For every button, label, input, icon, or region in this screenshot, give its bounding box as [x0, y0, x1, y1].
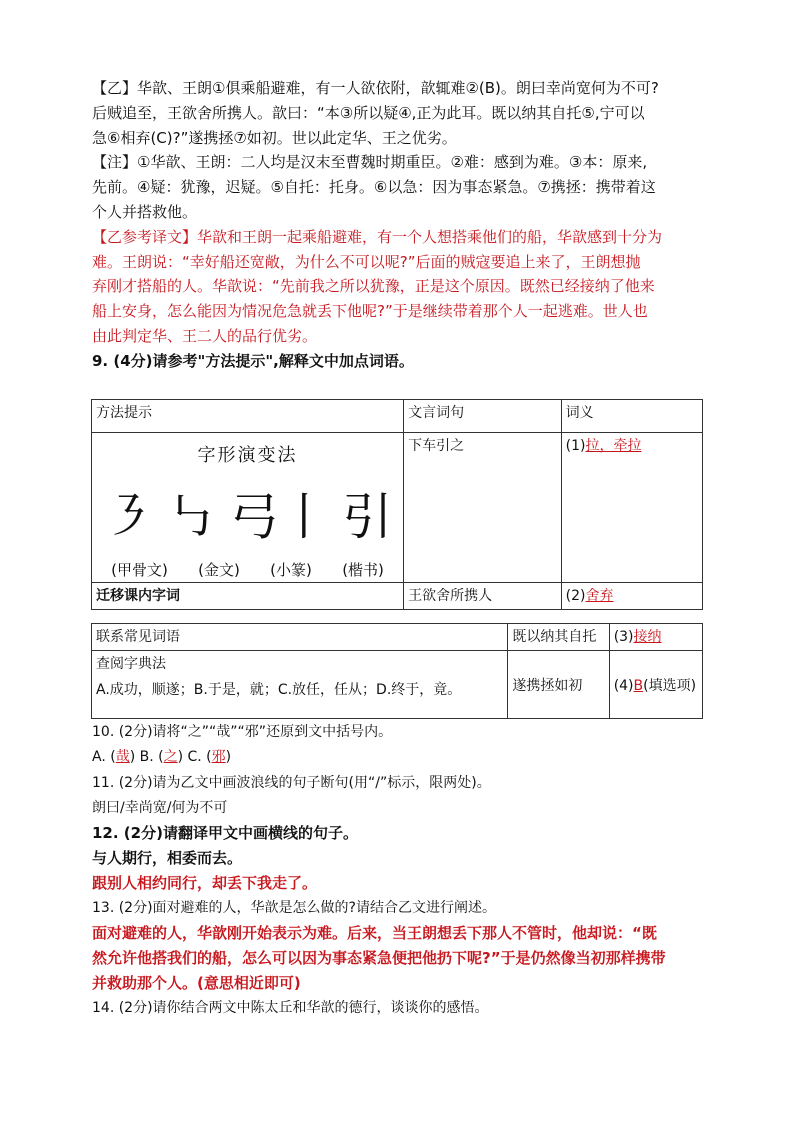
q10-answer-c: 邪	[211, 749, 226, 765]
passage-line: 急⑥相弃(C)?”遂携拯⑦如初。世以此定华、王之优劣。	[92, 129, 457, 147]
q10-text: ) C. (	[177, 749, 212, 765]
answer-number: (1)	[565, 438, 586, 454]
method-cell	[92, 651, 508, 719]
q10-answer-a: 哉	[115, 749, 130, 765]
script-evolution-title: 字形演变法	[197, 445, 298, 466]
question-11-answer: 朗曰/幸尚宽/何为不可	[92, 800, 228, 816]
note-line: 【注】①华歆、王朗：二人均是汉末至曹魏时期重臣。②难：感到为难。③本：原来,	[92, 153, 648, 171]
script-label: (金文)	[198, 561, 240, 579]
question-13-answer-line: 然允许他搭我们的船，怎么可以因为事态紧急便把他扔下呢?”于是仍然像当初那样携带	[92, 949, 666, 967]
translation-line: 弃刚才搭船的人。华歆说：“先前我之所以犹豫，正是这个原因。既然已经接纳了他来	[92, 277, 655, 295]
passage-line: 【乙】华歆、王朗①俱乘船避难，有一人欲依附，歆辄难②(B)。朗曰幸尚宽何为不可?	[92, 79, 659, 97]
meaning-cell	[609, 624, 702, 651]
question-10-answer	[92, 745, 231, 770]
note-line: 先前。④疑：犹豫，迟疑。⑤自托：托身。⑥以急：因为事态紧急。⑦携拯：携带着这	[92, 178, 656, 196]
seal-glyph: 弓丨	[229, 488, 330, 546]
script-glyph-row	[96, 477, 399, 549]
phrase-cell: 下车引之	[404, 433, 562, 583]
question-12-title: 12. (2分)请翻译甲文中画横线的句子。	[92, 824, 358, 842]
header-phrase: 文言词句	[404, 400, 562, 433]
answer-number: (2)	[565, 588, 586, 604]
regular-glyph: 引	[342, 488, 393, 546]
header-meaning: 词义	[561, 400, 702, 433]
answer-number: (4)	[613, 677, 634, 694]
question-9-title: 9. (4分)请参考"方法提示",解释文中加点词语。	[92, 352, 414, 370]
dictionary-method-label: 查阅字典法	[96, 656, 166, 672]
header-method: 方法提示	[92, 400, 404, 433]
q10-answer-b: 之	[163, 749, 178, 765]
question-13-title: 13. (2分)面对避难的人，华歆是怎么做的?请结合乙文进行阐述。	[92, 900, 496, 916]
dictionary-options: A.成功，顺遂；B.于是，就；C.放任，任从；D.终于，竟。	[96, 682, 462, 698]
note-line: 个人并搭救他。	[92, 203, 198, 221]
script-evolution-cell	[92, 433, 404, 583]
word-meaning-table-continued	[91, 623, 703, 719]
method-cell: 联系常见词语	[92, 624, 508, 651]
answer-text: B	[633, 677, 644, 694]
script-label: (小篆)	[270, 561, 312, 579]
translation-line: 由此判定华、王二人的品行优劣。	[92, 327, 318, 345]
oracle-bone-glyph: ㇋	[102, 488, 153, 546]
q10-text: ) B. (	[129, 749, 164, 765]
question-14-title: 14. (2分)请你结合两文中陈太丘和华歆的德行，谈谈你的感悟。	[92, 1000, 489, 1016]
word-meaning-table	[91, 399, 703, 610]
passage-line: 后贼追至，王欲舍所携人。歆曰：“本③所以疑④,正为此耳。既以纳其自托⑤,宁可以	[92, 104, 645, 122]
meaning-cell	[561, 433, 702, 583]
phrase-cell: 遂携拯如初	[508, 651, 609, 719]
phrase-cell: 王欲舍所携人	[404, 583, 562, 610]
q10-text: )	[225, 749, 232, 765]
translation-line: 难。王朗说：“幸好船还宽敞，为什么不可以呢?”后面的贼寇要追上来了，王朗想抛	[92, 253, 641, 271]
question-12-answer: 跟别人相约同行，却丢下我走了。	[92, 874, 318, 892]
question-11-title: 11. (2分)请为乙文中画波浪线的句子断句(用“/”标示，限两处)。	[92, 775, 491, 791]
meaning-cell	[561, 583, 702, 610]
answer-hint: (填选项)	[643, 677, 697, 694]
bronze-glyph: ㇉	[165, 488, 216, 546]
q10-text: A. (	[92, 749, 116, 765]
question-10-title: 10. (2分)请将“之”“哉”“邪”还原到文中括号内。	[92, 724, 393, 740]
script-label: (甲骨文)	[111, 561, 168, 579]
meaning-cell	[609, 651, 702, 719]
script-label-row	[96, 559, 399, 580]
phrase-cell: 既以纳其自托	[508, 624, 609, 651]
script-label: (楷书)	[342, 561, 384, 579]
answer-text: 舍弃	[585, 588, 614, 604]
answer-text: 拉，牵拉	[585, 438, 642, 454]
answer-text: 接纳	[633, 629, 662, 645]
question-13-answer-line: 并救助那个人。(意思相近即可)	[92, 974, 301, 992]
translation-line: 船上安身，怎么能因为情况危急就丢下他呢?”于是继续带着那个人一起逃难。世人也	[92, 302, 648, 320]
translation-line: 【乙参考译文】华歆和王朗一起乘船避难，有一个人想搭乘他们的船，华歆感到十分为	[92, 228, 663, 246]
question-12-sentence: 与人期行，相委而去。	[92, 849, 243, 867]
method-cell: 迁移课内字词	[92, 583, 404, 610]
question-13-answer-line: 面对避难的人，华歆刚开始表示为难。后来，当王朗想丢下那人不管时，他却说：“既	[92, 924, 657, 942]
answer-number: (3)	[613, 629, 634, 645]
